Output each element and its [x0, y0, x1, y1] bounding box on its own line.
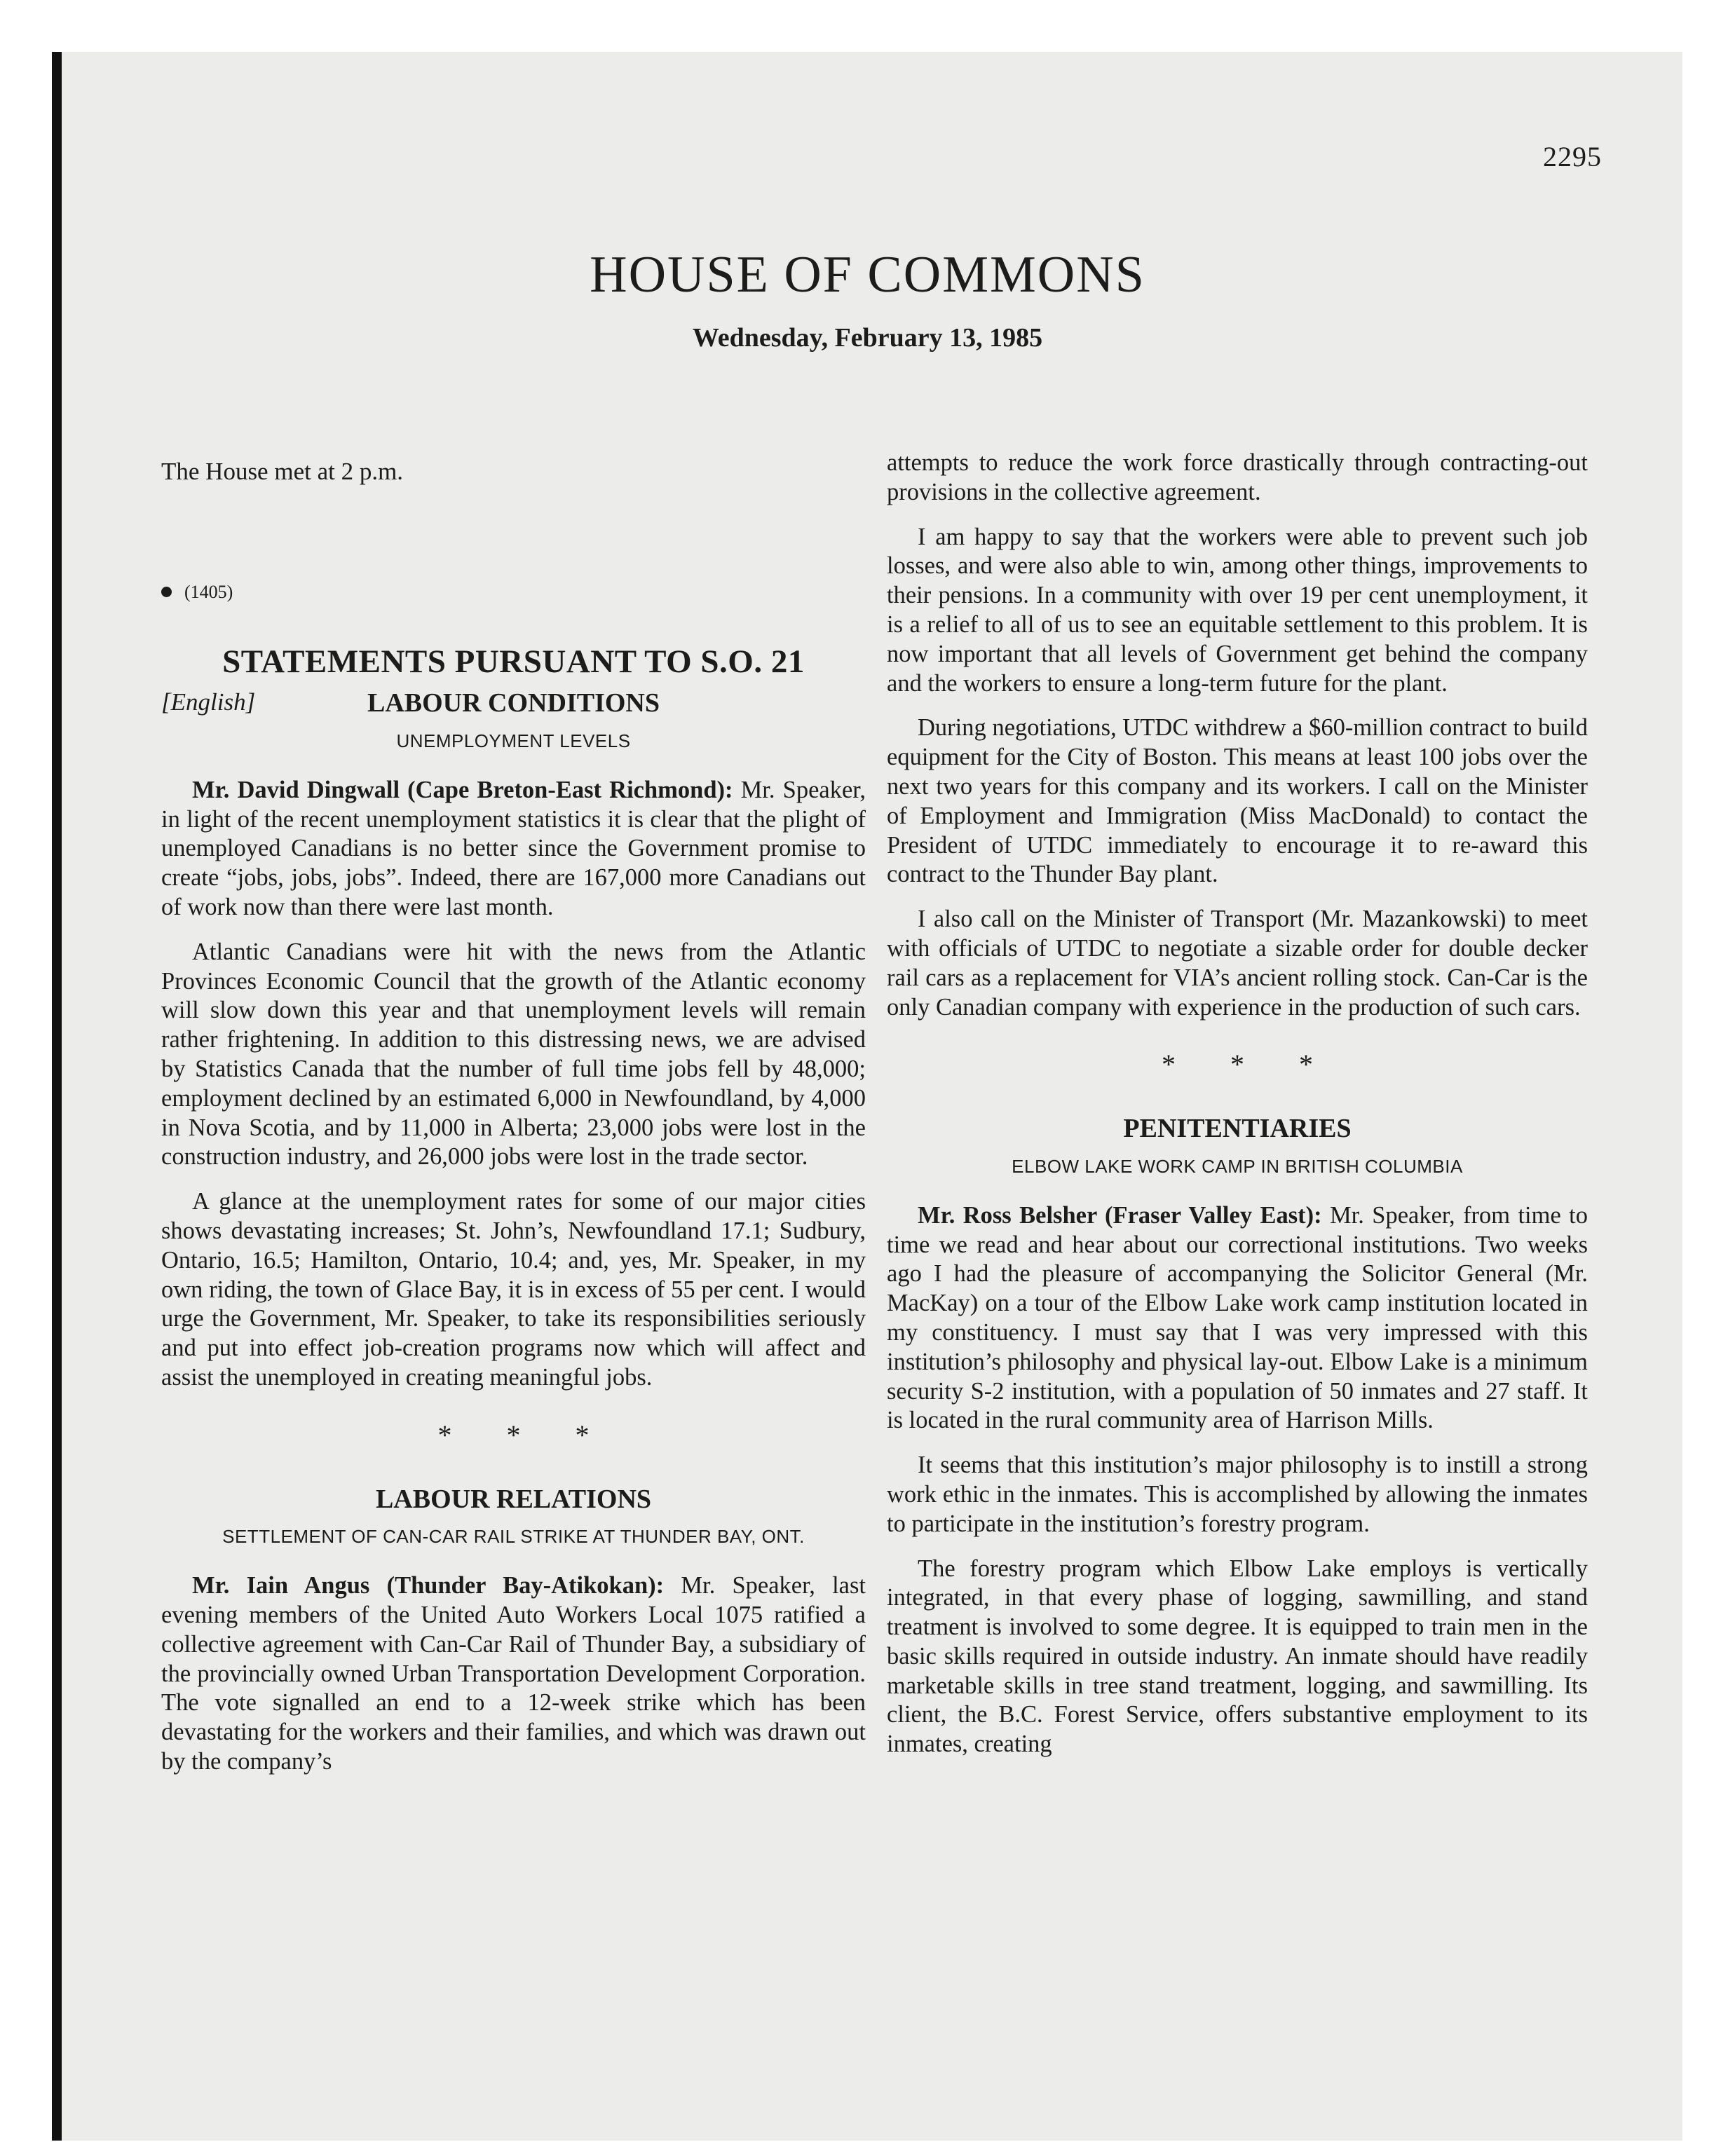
speaker-belsher: Mr. Ross Belsher (Fraser Valley East): — [918, 1201, 1322, 1229]
angus-paragraph-1-continued: attempts to reduce the work force drastically through contracting-out provisions in the collective agreement. — [887, 449, 1588, 505]
angus-paragraph-1 — [161, 1571, 866, 1777]
speaker-dingwall: Mr. David Dingwall (Cape Breton-East Richmond): — [192, 776, 733, 803]
can-car-strike-subheading: SETTLEMENT OF CAN-CAR RAIL STRIKE AT THUNDER BAY, ONT. — [222, 1526, 805, 1548]
section-separator-2: * * * — [1162, 1049, 1337, 1081]
section-separator: * * * — [437, 1419, 613, 1451]
labour-conditions-heading: LABOUR CONDITIONS — [367, 688, 660, 718]
bullet-icon — [161, 587, 172, 597]
page-date: Wednesday, February 13, 1985 — [692, 323, 1043, 353]
belsher-paragraph-3: The forestry program which Elbow Lake employs is vertically integrated, in that every phase of logging, sawmilling, and stand treatment is involved to some degree. It is equipped to train men in the basic skills required in outside industry. An inmate should have readily marketable skills in tree stand treatment, logging, and sawmilling. Its client, the B.C. Forest Service, offers substantive employment to its inmates, creating — [887, 1555, 1588, 1758]
left-column — [161, 449, 866, 1792]
language-tag: [English] — [161, 688, 256, 716]
time-marker-label: (1405) — [184, 581, 233, 602]
speaker-angus: Mr. Iain Angus (Thunder Bay-Atikokan): — [192, 1572, 665, 1599]
page-title: HOUSE OF COMMONS — [590, 246, 1145, 303]
dingwall-paragraph-2: Atlantic Canadians were hit with the news from the Atlantic Provinces Economic Council that the growth of the Atlantic economy will slow down this year and that unemployment levels will remain rather frightening. In addition to this distressing news, we are advised by Statistics Canada that the number of full time jobs fell by 48,000; employment declined by an estimated 6,000 in Newfoundland, by 4,000 in Nova Scotia, and by 11,000 in Alberta; 23,000 jobs were lost in the construction industry, and 26,000 jobs were lost in the trade sector. — [161, 938, 866, 1171]
angus-paragraph-4: I also call on the Minister of Transport (Mr. Mazankowski) to meet with officials of UTDC to negotiate a sizable order for double decker rail cars as a replacement for VIA’s ancient rolling stock. Can-Car is the only Canadian company with experience in the production of such cars. — [887, 906, 1588, 1021]
angus-paragraph-3: During negotiations, UTDC withdrew a $60-million contract to build equipment for the City of Boston. This means at least 100 jobs over the next two years for this company and its workers. I call on the Minister of Employment and Immigration (Miss MacDonald) to contact the President of UTDC immediately to encourage it to re-award this contract to the Thunder Bay plant. — [887, 714, 1588, 888]
angus-text-1: Mr. Speaker, last evening members of the United Auto Workers Local 1075 ratified a collective agreement with Can-Car Rail of Thunder Bay, a subsidiary of the provincially owned Urban Transportation Development Corporation. The vote signalled an end to a 12-week strike which has been devastating for the workers and their families, and which was drawn out by the company’s — [161, 1572, 866, 1775]
unemployment-levels-subheading: UNEMPLOYMENT LEVELS — [396, 730, 631, 751]
penitentiaries-heading: PENITENTIARIES — [1123, 1114, 1352, 1144]
belsher-paragraph-1 — [887, 1201, 1588, 1435]
labour-relations-heading: LABOUR RELATIONS — [375, 1484, 652, 1514]
page-binding-edge — [52, 52, 62, 2141]
statements-section-title: STATEMENTS PURSUANT TO S.O. 21 — [222, 643, 805, 680]
belsher-paragraph-2: It seems that this institution’s major philosophy is to instill a strong work ethic in the inmates. This is accomplished by allowing the inmates to participate in the institution’s forestry program. — [887, 1452, 1588, 1537]
dingwall-paragraph-1 — [161, 776, 866, 922]
page-number: 2295 — [1543, 141, 1602, 172]
house-met-line: The House met at 2 p.m. — [161, 458, 404, 485]
dingwall-text-1: Mr. Speaker, in light of the recent unemployment statistics it is clear that the plight of unemployed Canadians is no better since the Government promise to create “jobs, jobs, jobs”. Indeed, there are 167,000 more Canadians out of work now than there were last month. — [161, 776, 866, 920]
dingwall-paragraph-3: A glance at the unemployment rates for some of our major cities shows devastating increases; St. John’s, Newfoundland 17.1; Sudbury, Ontario, 16.5; Hamilton, Ontario, 10.4; and, yes, Mr. Speaker, in my own riding, the town of Glace Bay, it is in excess of 55 per cent. I would urge the Government, Mr. Speaker, to take its responsibilities seriously and put into effect job-creation programs now which will affect and assist the unemployed in creating meaningful jobs. — [161, 1188, 866, 1391]
time-marker — [161, 578, 866, 607]
elbow-lake-subheading: ELBOW LAKE WORK CAMP IN BRITISH COLUMBIA — [1012, 1155, 1463, 1177]
belsher-text-1: Mr. Speaker, from time to time we read and hear about our correctional institutions. Two weeks ago I had the pleasure of accompanying the Solicitor General (Mr. MacKay) on a tour of the Elbow Lake work camp institution located in my constituency. I must say that I was very impressed with this institution’s philosophy and physical lay-out. Elbow Lake is a minimum security S-2 institution, with a population of 50 inmates and 27 staff. It is located in the rural community area of Harrison Mills. — [887, 1201, 1588, 1434]
angus-paragraph-2: I am happy to say that the workers were able to prevent such job losses, and were also able to win, among other things, improvements to their pensions. In a community with over 19 per cent unemployment, it is a relief to all of us to see an equitable settlement to this problem. It is now important that all levels of Government get behind the company and the workers to ensure a long-term future for the plant. — [887, 523, 1588, 697]
right-column — [887, 449, 1588, 1775]
